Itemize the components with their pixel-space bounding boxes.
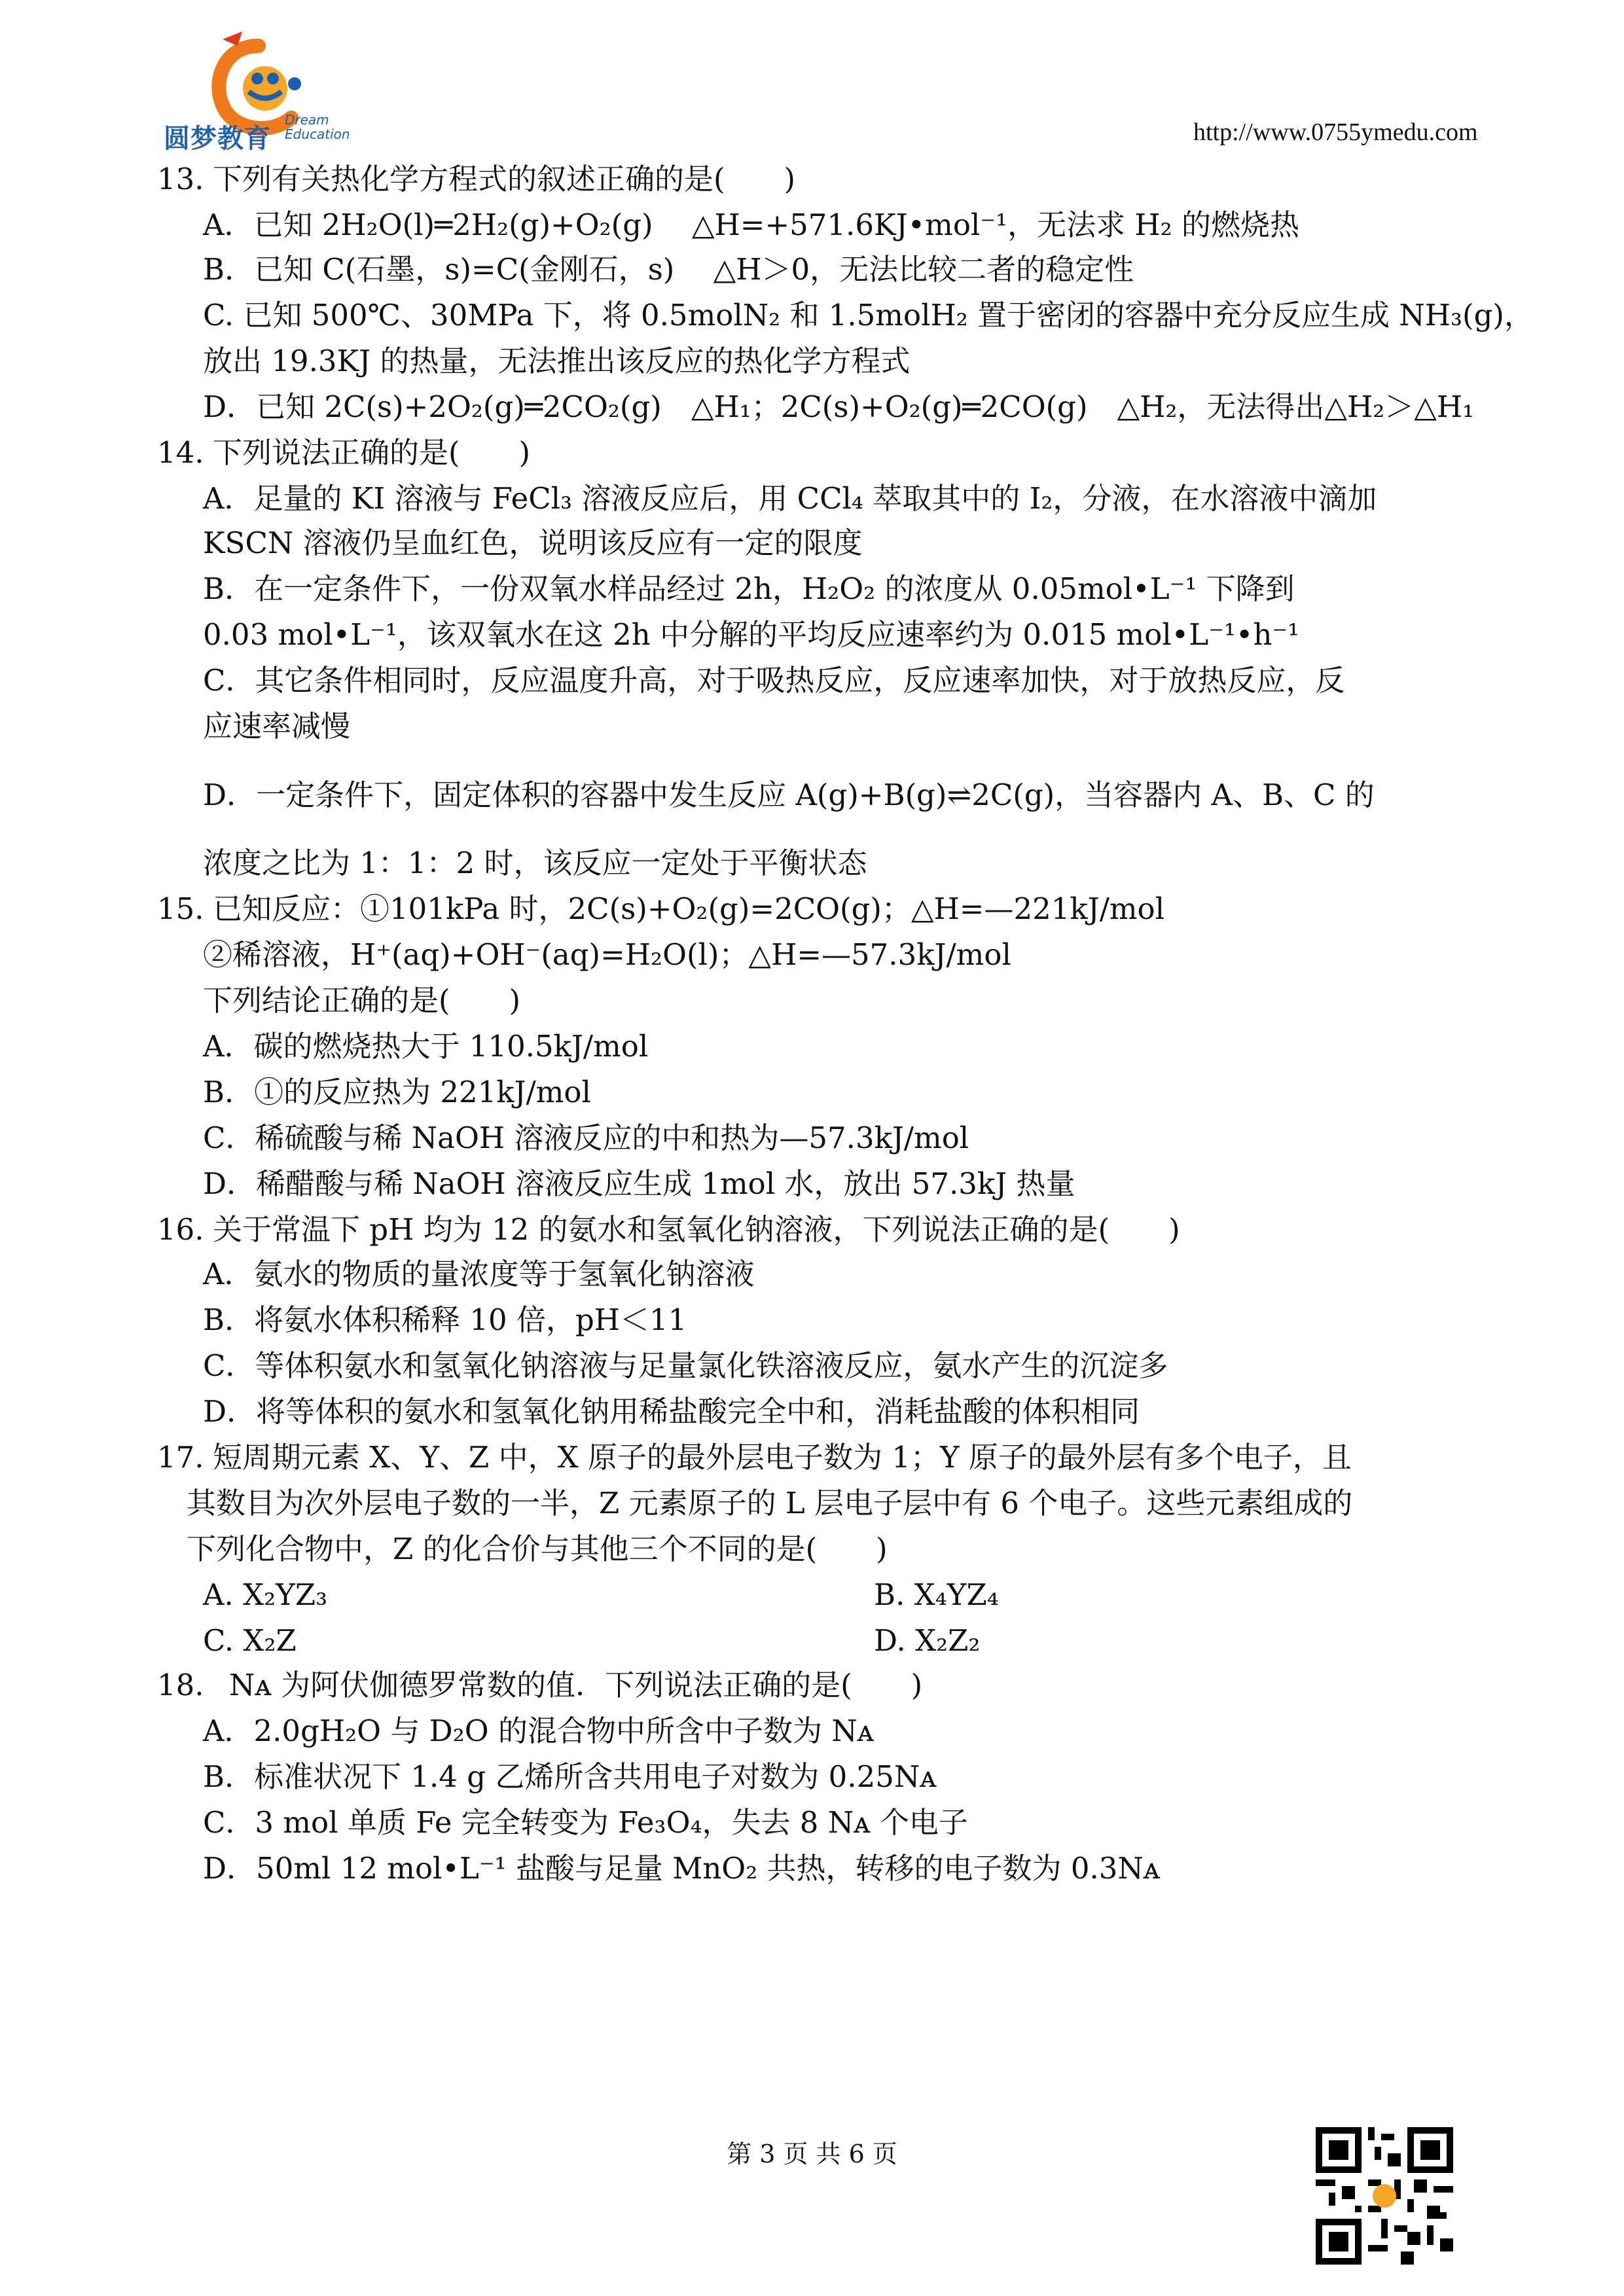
header-url: http://www.0755ymedu.com [1193, 118, 1478, 146]
option-a: A．已知 2H₂O(l)═2H₂(g)+O₂(g) △H=+571.6KJ•mol⁻¹，无法求 H₂ 的燃烧热 [203, 207, 1300, 242]
option-d: D．一定条件下，固定体积的容器中发生反应 A(g)+B(g)⇌2C(g)，当容器内 A、B、C 的 [203, 778, 1375, 812]
question-stem: 已知反应：①101kPa 时，2C(s)+O₂(g)=2CO(g)；△H=—221kJ/mol [213, 891, 1165, 926]
question-stem-line2: 其数目为次外层电子数的一半，Z 元素原子的 L 层电子层中有 6 个电子。这些元素组成的 [187, 1486, 1353, 1520]
option-c-continued: 应速率减慢 [203, 709, 351, 744]
option-d: D．将等体积的氨水和氢氧化钠用稀盐酸完全中和，消耗盐酸的体积相同 [203, 1394, 1140, 1429]
option-b: B. X₄YZ₄ [874, 1577, 999, 1612]
qr-code-icon [1316, 2127, 1453, 2265]
option-b: B．标准状况下 1.4 g 乙烯所含共用电子对数为 0.25Nᴀ [203, 1759, 937, 1794]
option-a: A. X₂YZ₃ [203, 1577, 328, 1612]
question-stem-line3: 下列化合物中，Z 的化合价与其他三个不同的是( ) [187, 1532, 888, 1566]
question-number: 13. [157, 162, 204, 196]
question-number: 16. [157, 1212, 204, 1247]
option-b: B．在一定条件下，一份双氧水样品经过 2h，H₂O₂ 的浓度从 0.05mol•L⁻¹ 下降到 [203, 571, 1295, 606]
option-a: A．足量的 KI 溶液与 FeCl₃ 溶液反应后，用 CCl₄ 萃取其中的 I₂，分液，在水溶液中滴加 [203, 481, 1377, 516]
option-c: C. X₂Z [203, 1623, 297, 1658]
question-number: 18. [157, 1668, 204, 1702]
logo-cn-text: 圆梦教育 [164, 124, 271, 154]
question-number: 17. [157, 1440, 204, 1475]
logo-en-education: Education [285, 126, 350, 142]
question-stem-line3: 下列结论正确的是( ) [203, 983, 521, 1018]
question-stem: 短周期元素 X、Y、Z 中，X 原子的最外层电子数为 1；Y 原子的最外层有多个电子，且 [213, 1440, 1352, 1475]
option-c: C. 已知 500℃、30MPa 下，将 0.5molN₂ 和 1.5molH₂ 置于密闭的容器中充分反应生成 NH₃(g)， [203, 298, 1534, 332]
option-c: C．等体积氨水和氢氧化钠溶液与足量氯化铁溶液反应，氨水产生的沉淀多 [203, 1348, 1168, 1383]
logo-en-dream: Dream [285, 112, 329, 128]
question-number: 15. [157, 891, 204, 926]
question-stem: Nᴀ 为阿伏伽德罗常数的值．下列说法正确的是( ) [229, 1668, 923, 1702]
option-d-continued: 浓度之比为 1：1：2 时，该反应一定处于平衡状态 [203, 846, 867, 880]
option-b: B．①的反应热为 221kJ/mol [203, 1075, 591, 1109]
question-number: 14. [157, 435, 204, 470]
question-stem: 关于常温下 pH 均为 12 的氨水和氢氧化钠溶液，下列说法正确的是( ) [213, 1212, 1180, 1247]
option-b: B．将氨水体积稀释 10 倍，pH＜11 [203, 1302, 687, 1337]
question-stem: 下列说法正确的是( ) [213, 435, 531, 470]
question-stem: 下列有关热化学方程式的叙述正确的是( ) [213, 162, 796, 196]
option-d: D. X₂Z₂ [874, 1623, 981, 1658]
option-d: D．稀醋酸与稀 NaOH 溶液反应生成 1mol 水，放出 57.3kJ 热量 [203, 1166, 1075, 1201]
page-number: 第 3 页 共 6 页 [727, 2140, 897, 2168]
option-d: D．50ml 12 mol•L⁻¹ 盐酸与足量 MnO₂ 共热，转移的电子数为 0.3Nᴀ [203, 1851, 1161, 1886]
option-a-continued: KSCN 溶液仍呈血红色，说明该反应有一定的限度 [203, 526, 863, 560]
option-a: A．氨水的物质的量浓度等于氢氧化钠溶液 [203, 1257, 755, 1291]
logo-en-text [285, 113, 350, 141]
option-b-continued: 0.03 mol•L⁻¹，该双氧水在这 2h 中分解的平均反应速率约为 0.015 mol•L⁻¹•h⁻¹ [203, 617, 1300, 652]
option-a: A．碳的燃烧热大于 110.5kJ/mol [203, 1029, 649, 1064]
option-a: A．2.0gH₂O 与 D₂O 的混合物中所含中子数为 Nᴀ [203, 1713, 875, 1748]
option-c-continued: 放出 19.3KJ 的热量，无法推出该反应的热化学方程式 [203, 344, 911, 378]
option-b: B．已知 C(石墨，s)=C(金刚石，s) △H＞0，无法比较二者的稳定性 [203, 252, 1134, 287]
question-stem-line2: ②稀溶液，H⁺(aq)+OH⁻(aq)=H₂O(l)；△H=—57.3kJ/mol [203, 937, 1011, 972]
option-c: C．3 mol 单质 Fe 完全转变为 Fe₃O₄，失去 8 Nᴀ 个电子 [203, 1805, 968, 1840]
option-c: C．稀硫酸与稀 NaOH 溶液反应的中和热为—57.3kJ/mol [203, 1121, 969, 1155]
option-d: D．已知 2C(s)+2O₂(g)═2CO₂(g) △H₁；2C(s)+O₂(g)═2CO(g) △H₂，无法得出△H₂＞△H₁ [203, 389, 1475, 424]
option-c: C．其它条件相同时，反应温度升高，对于吸热反应，反应速率加快，对于放热反应，反 [203, 663, 1345, 698]
